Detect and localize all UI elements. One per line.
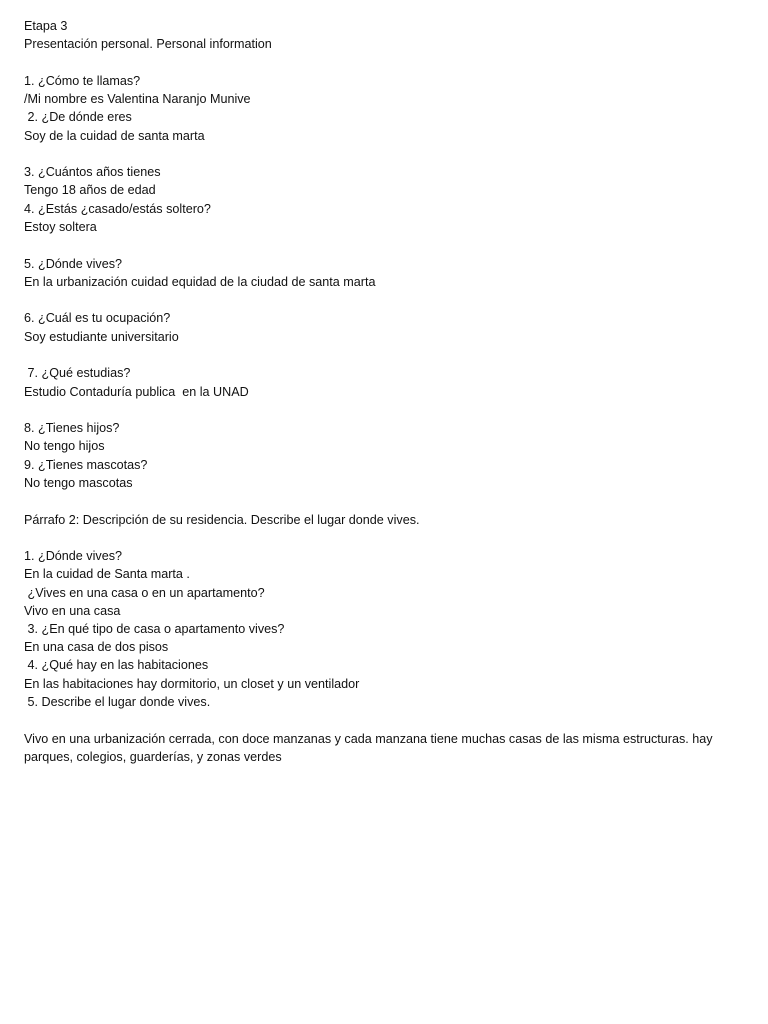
document-page (24, 17, 744, 766)
answer-9: No tengo mascotas (24, 475, 133, 490)
question-7: 7. ¿Qué estudias? (24, 366, 131, 381)
residence-question-3: 3. ¿En qué tipo de casa o apartamento vives? (24, 622, 285, 637)
residence-answer-1: En la cuidad de Santa marta . (24, 567, 190, 582)
question-6: 6. ¿Cuál es tu ocupación? (24, 311, 171, 326)
question-8: 8. ¿Tienes hijos? (24, 421, 120, 436)
answer-4: Estoy soltera (24, 219, 97, 234)
spacer (24, 291, 744, 310)
residence-question-1: 1. ¿Dónde vives? (24, 549, 123, 564)
residence-answer-2: Vivo en una casa (24, 603, 121, 618)
residence-question-4: 4. ¿Qué hay en las habitaciones (24, 658, 209, 673)
section-2-title: Párrafo 2: Descripción de su residencia. Describe el lugar donde vives. (24, 512, 420, 527)
residence-question-2: ¿Vives en una casa o en un apartamento? (24, 585, 265, 600)
spacer (24, 401, 744, 420)
stage-label: Etapa 3 (24, 19, 68, 33)
question-1: 1. ¿Cómo te llamas? (24, 73, 141, 88)
spacer (24, 529, 744, 548)
question-4: 4. ¿Estás ¿casado/estás soltero? (24, 201, 211, 216)
residence-description-paragraph: Vivo en una urbanización cerrada, con doce manzanas y cada manzana tiene muchas casas de las misma estructuras. hay parques, colegios, guarderías, y zonas verdes (24, 731, 713, 764)
question-5: 5. ¿Dónde vives? (24, 256, 123, 271)
answer-5: En la urbanización cuidad equidad de la ciudad de santa marta (24, 274, 376, 289)
spacer (24, 53, 744, 72)
spacer (24, 346, 744, 365)
section-title: Presentación personal. Personal information (24, 37, 272, 52)
answer-6: Soy estudiante universitario (24, 329, 179, 344)
answer-8: No tengo hijos (24, 439, 105, 454)
spacer (24, 711, 744, 730)
answer-2: Soy de la cuidad de santa marta (24, 128, 205, 143)
spacer (24, 236, 744, 255)
answer-1: /Mi nombre es Valentina Naranjo Munive (24, 92, 251, 107)
residence-answer-3: En una casa de dos pisos (24, 640, 169, 655)
residence-question-5: 5. Describe el lugar donde vives. (24, 694, 211, 709)
residence-answer-4: En las habitaciones hay dormitorio, un closet y un ventilador (24, 676, 360, 691)
question-2: 2. ¿De dónde eres (24, 110, 132, 125)
question-3: 3. ¿Cuántos años tienes (24, 165, 161, 180)
spacer (24, 492, 744, 511)
answer-7: Estudio Contaduría publica en la UNAD (24, 384, 249, 399)
question-9: 9. ¿Tienes mascotas? (24, 457, 148, 472)
answer-3: Tengo 18 años de edad (24, 183, 156, 198)
spacer (24, 145, 744, 164)
